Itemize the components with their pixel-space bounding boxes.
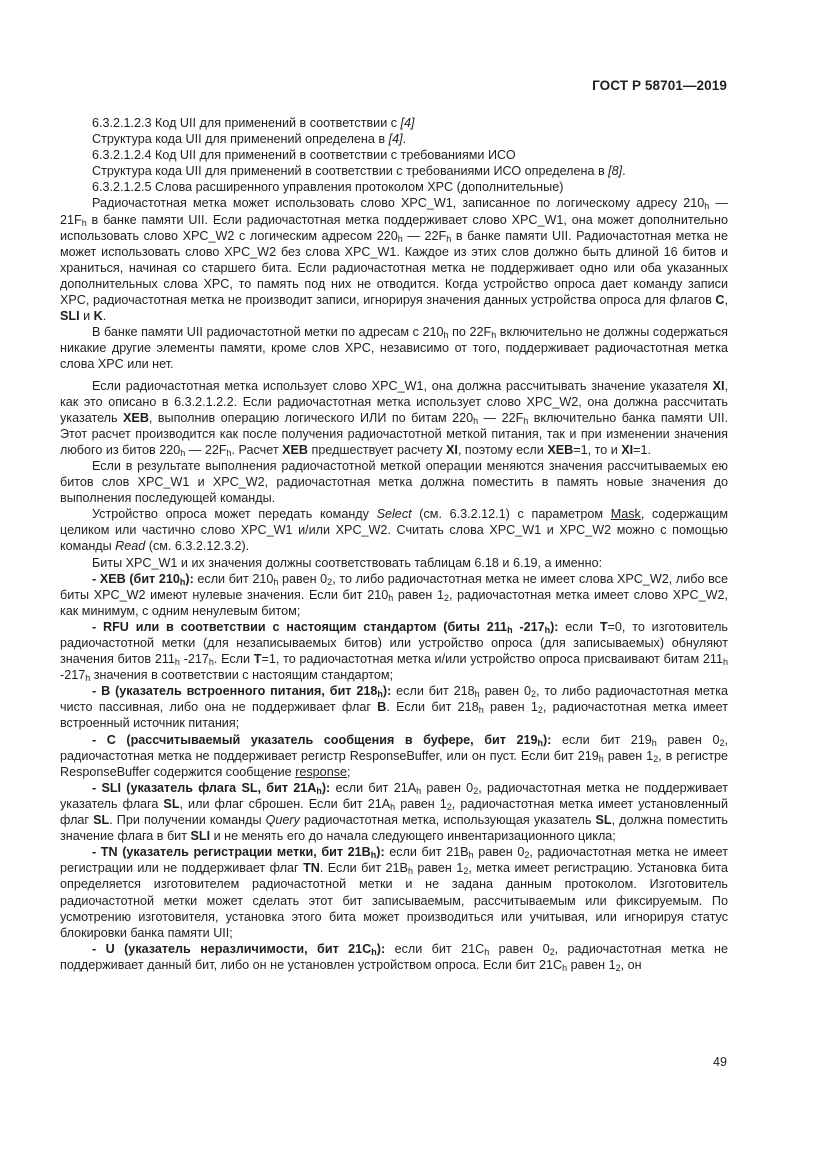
paragraph: 6.3.2.1.2.4 Код UII для применений в соответствии с требованиями ИСО [92, 148, 516, 163]
section-heading: 6.3.2.1.2.5 Слова расширенного управления протоколом XPC (дополнительные) [92, 180, 564, 195]
document-body [60, 115, 728, 973]
paragraph: В банке памяти UII радиочастотной метки по адресам с $210_h$ по $22F_h$ включительно не должны содержаться никакие другие элементы памяти, кроме слов XPC, независимо от того, поддерживает радиочастотная метка слова XPC или нет. [60, 325, 728, 372]
paragraph: Устройство опроса может передать команду Select (см. 6.3.2.12.1) с параметром Mask, содержащим целиком или частично слово XPC_W1 и/или XPC_W2. Считать слова XPC_W1 и XPC_W2 можно с помощью команды Read (см. 6.3.2.12.3.2). [60, 507, 728, 554]
page-number: 49 [712, 1055, 727, 1069]
list-item: - RFU или в соответствии с настоящим стандартом (биты $211_h$ $-217_h$): если T=0, то изготовитель радиочастотной метки (для незаписываемых битов) или устройство опроса (для записываемых) обнуляют значения битов $211_h$ $-217_h$. Если T=1, то радиочастотная метка и/или устройство опроса присваивают битам $211_h$ $-217_h$ значения в соответствии с настоящим стандартом; [60, 619, 728, 684]
list-item: - TN (указатель регистрации метки, бит $21B_h$): если бит $21B_h$ равен $0_2$, радиочастотная метка не имеет регистрации или не поддерживает флаг TN. Если бит $21B_h$ равен $1_2$, метка имеет регистрацию. Установка бита определяется изготовителем радиочастотной метки и не задана данным протоколом. Изготовитель радиочастотной метки может сделать этот бит записываемым, рассчитываемым или фиксируемым. По усмотрению изготовителя, установка этого бита может производиться или учитывая, или игнорируя статус блокировки банка памяти UII; [60, 845, 729, 940]
paragraph: Радиочастотная метка может использовать слово XPC_W1, записанное по логическому адресу $210_h$ — $21F_h$ в банке памяти UII. Если радиочастотная метка поддерживает слово XPC_W1, она может дополнительно использовать слово XPC_W2 с логическим адресом $220_h$ — $22F_h$ в банке памяти UII. Радиочастотная метка не может использовать слово XPC_W2 без слова XPC_W1. Каждое из этих слов должно быть длиной 16 битов и храниться, начиная со старшего бита. Если радиочастотная метка не поддерживает одно или оба указанных дополнительных слова XPC, то память под них не отводится. Когда устройство опроса дает команду записи XPC, радиочастотная метка не производит записи, игнорируя значения данных устройства опроса для флагов C, SLI и K. [60, 196, 729, 324]
paragraph: 6.3.2.1.2.3 Код UII для применений в соответствии с [4] [92, 116, 415, 130]
list-item: - C (рассчитываемый указатель сообщения в буфере, бит $219_h$): если бит $219_h$ равен $0_2$, радиочастотная метка не поддерживает регистр ResponseBuffer, или он пуст. Если бит $219_h$ равен $1_2$, в регистре ResponseBuffer содержится сообщение response; [60, 732, 728, 779]
paragraph: Структура кода UII для применений в соответствии с требованиями ИСО определена в [8]. [92, 164, 626, 179]
paragraph: Биты XPC_W1 и их значения должны соответствовать таблицам 6.18 и 6.19, а именно: [92, 555, 603, 570]
paragraph: Структура кода UII для применений определена в [4]. [92, 132, 407, 147]
list-item: - U (указатель неразличимости, бит $21C_h$): если бит $21C_h$ равен $0_2$, радиочастотная метка не поддерживает данный бит, либо он не установлен устройством опроса. Если бит $21C_h$ равен $1_2$, он [60, 941, 728, 973]
paragraph: Если радиочастотная метка использует слово XPC_W1, она должна рассчитывать значение указателя XI, как это описано в 6.3.2.1.2.2. Если радиочастотная метка использует слово XPC_W2, она должна рассчитать указатель XEB, выполнив операцию логического ИЛИ по битам $220_h$ — $22F_h$ включительно банка памяти UII. Этот расчет производится как после получения радиочастотной меткой питания, так и при изменении значения любого из битов $220_h$ — $22F_h$. Расчет XEB предшествует расчету XI, поэтому если XEB=1, то и XI=1. [60, 378, 728, 458]
list-item: - XEB (бит $210_h$): если бит $210_h$ равен $0_2$, то либо радиочастотная метка не имеет слова XPC_W2, либо все биты XPC_W2 имеют нулевые значения. Если бит $210_h$ равен $1_2$, радиочастотная метка имеет слово XPC_W2, как минимум, с одним ненулевым битом; [60, 571, 728, 618]
list-item: - B (указатель встроенного питания, бит $218_h$): если бит $218_h$ равен $0_2$, то либо радиочастотная метка чисто пассивная, либо она не поддерживает флаг B. Если бит $218_h$ равен $1_2$, радиочастотная метка имеет встроенный источник питания; [60, 684, 728, 731]
list-item: - SLI (указатель флага SL, бит $21A_h$): если бит $21A_h$ равен $0_2$, радиочастотная метка не поддерживает указатель флага SL, или флаг сброшен. Если бит $21A_h$ равен $1_2$, радиочастотная метка имеет установленный флаг SL. При получении команды Query радиочастотная метка, использующая указатель SL, должна поместить значение флага в бит SLI и не менять его до начала следующего инвентаризационного цикла; [60, 780, 728, 844]
paragraph: Если в результате выполнения радиочастотной меткой операции меняются значения рассчитываемых ею битов слов XPC_W1 и XPC_W2, радиочастотная метка должна поместить в память новые значения до выполнения последующей команды. [60, 458, 728, 506]
document-id: ГОСТ Р 58701—2019 [592, 78, 727, 93]
